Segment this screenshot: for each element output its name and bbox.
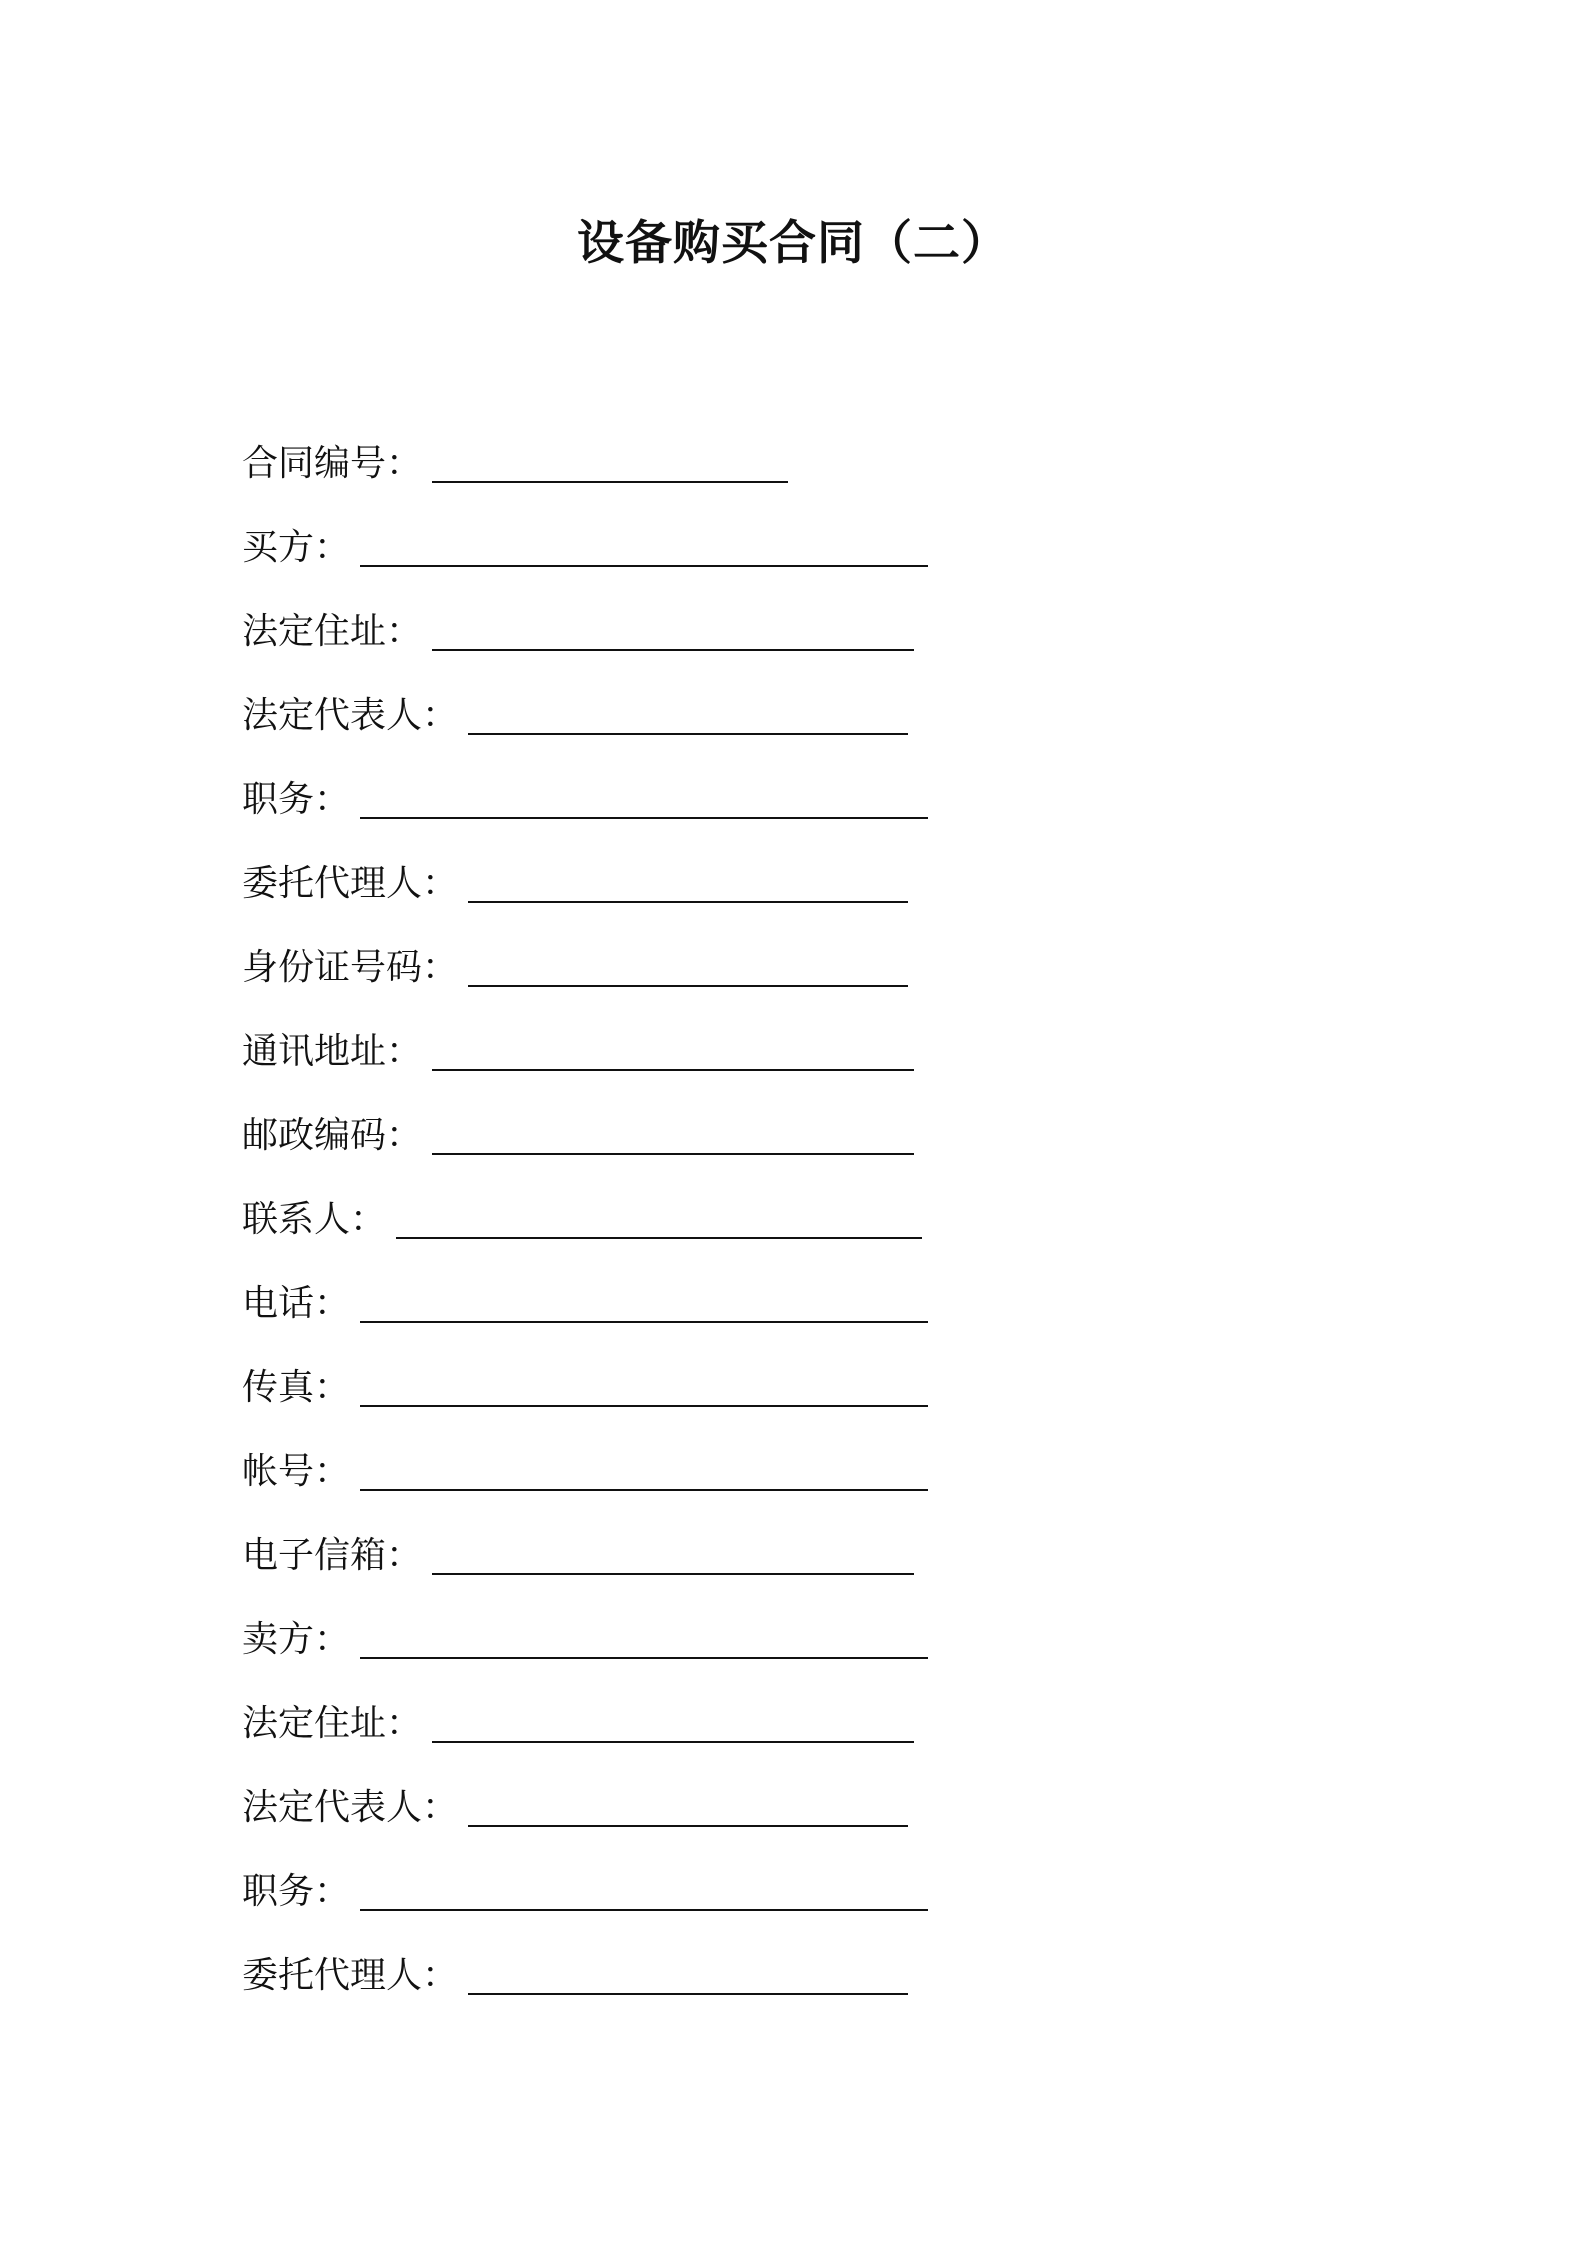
field-email [242, 1500, 928, 1584]
field-buyer [242, 492, 928, 576]
page-title: 设备购买合同（二） [577, 216, 1009, 271]
field-label: 法定代表人： [242, 1787, 459, 1828]
field-label: 通讯地址： [242, 1031, 423, 1072]
fill-in-blank[interactable] [468, 985, 908, 987]
fill-in-blank[interactable] [468, 1993, 908, 1995]
fill-in-blank[interactable] [468, 733, 908, 735]
field-seller-legal-representative [242, 1752, 928, 1836]
field-contract-number [242, 408, 928, 492]
fill-in-blank[interactable] [432, 1069, 914, 1071]
field-account-number [242, 1416, 928, 1500]
fill-in-blank[interactable] [432, 481, 788, 483]
field-label: 合同编号： [242, 443, 423, 484]
field-label: 电子信箱： [242, 1535, 423, 1576]
field-postal-code [242, 1080, 928, 1164]
fill-in-blank[interactable] [468, 901, 908, 903]
field-buyer-legal-representative [242, 660, 928, 744]
field-label: 传真： [242, 1367, 351, 1408]
field-buyer-legal-address [242, 576, 928, 660]
field-label: 委托代理人： [242, 1955, 459, 1996]
fill-in-blank[interactable] [360, 1909, 928, 1911]
field-buyer-position [242, 744, 928, 828]
fill-in-blank[interactable] [396, 1237, 922, 1239]
field-seller-position [242, 1836, 928, 1920]
fill-in-blank[interactable] [360, 817, 928, 819]
field-contact-person [242, 1164, 928, 1248]
field-label: 电话： [242, 1283, 351, 1324]
field-label: 联系人： [242, 1199, 387, 1240]
fill-in-blank[interactable] [360, 1489, 928, 1491]
fill-in-blank[interactable] [432, 1573, 914, 1575]
field-id-number [242, 912, 928, 996]
party-info-form [242, 408, 928, 2004]
field-seller [242, 1584, 928, 1668]
field-mailing-address [242, 996, 928, 1080]
field-label: 法定代表人： [242, 695, 459, 736]
field-seller-agent [242, 1920, 928, 2004]
field-label: 帐号： [242, 1451, 351, 1492]
fill-in-blank[interactable] [360, 1321, 928, 1323]
fill-in-blank[interactable] [360, 565, 928, 567]
field-label: 身份证号码： [242, 947, 459, 988]
field-label: 法定住址： [242, 1703, 423, 1744]
fill-in-blank[interactable] [360, 1657, 928, 1659]
field-label: 买方： [242, 527, 351, 568]
field-phone [242, 1248, 928, 1332]
fill-in-blank[interactable] [432, 649, 914, 651]
field-label: 职务： [242, 1871, 351, 1912]
field-label: 邮政编码： [242, 1115, 423, 1156]
field-label: 职务： [242, 779, 351, 820]
field-label: 法定住址： [242, 611, 423, 652]
fill-in-blank[interactable] [432, 1741, 914, 1743]
field-label: 卖方： [242, 1619, 351, 1660]
field-buyer-agent [242, 828, 928, 912]
field-seller-legal-address [242, 1668, 928, 1752]
fill-in-blank[interactable] [432, 1153, 914, 1155]
fill-in-blank[interactable] [360, 1405, 928, 1407]
field-fax [242, 1332, 928, 1416]
fill-in-blank[interactable] [468, 1825, 908, 1827]
field-label: 委托代理人： [242, 863, 459, 904]
